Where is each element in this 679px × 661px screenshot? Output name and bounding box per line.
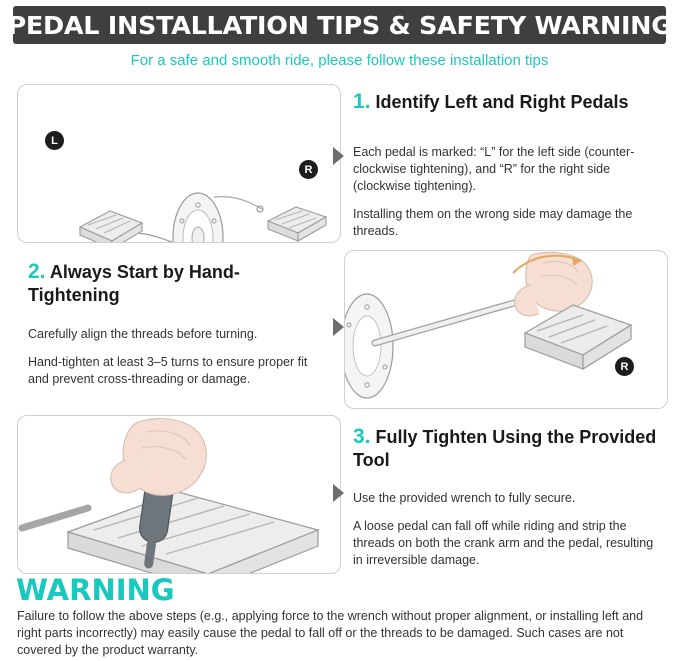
step2-paragraph-2: Hand-tighten at least 3–5 turns to ensure proper fit and prevent cross-threading or damage. (28, 355, 308, 386)
step1-number: 1. (353, 90, 371, 113)
step3-illustration (18, 416, 340, 573)
warning-title: WARNING (16, 573, 175, 607)
step2-heading (28, 260, 328, 307)
step2-illustration-panel (344, 250, 668, 409)
step3-paragraph-2: A loose pedal can fall off while riding and strip the threads on both the crank arm and the pedal, resulting in irreversible damage. (353, 519, 654, 567)
step2-title: Always Start by Hand-Tightening (28, 262, 240, 305)
warning-text: Failure to follow the above steps (e.g., applying force to the wrench without proper alignment, or installing left and right parts incorrectly) may easily cause the pedal to fall off or the threads to be damaged. Such cases are not covered by the product warranty. (17, 609, 644, 657)
step1-paragraph-2: Installing them on the wrong side may damage the threads. (353, 207, 633, 238)
step2-paragraph-1: Carefully align the threads before turning. (28, 327, 258, 341)
page-title: PEDAL INSTALLATION TIPS & SAFETY WARNING (7, 10, 672, 40)
step1-title: Identify Left and Right Pedals (375, 92, 629, 112)
subtitle: For a safe and smooth ride, please follow these installation tips (130, 52, 549, 69)
step3-number: 3. (353, 425, 371, 448)
step2-body (28, 326, 324, 399)
step3-paragraph-1: Use the provided wrench to fully secure. (353, 491, 576, 505)
step3-title: Fully Tighten Using the Provided Tool (353, 427, 657, 470)
header-bar (7, 6, 672, 44)
step1-arrow-icon (333, 147, 344, 165)
step2-illustration (345, 251, 667, 408)
step1-heading (353, 90, 658, 114)
step3-illustration-panel (17, 415, 341, 574)
step3-arrow-icon (333, 484, 344, 502)
step3-body (353, 490, 659, 580)
step1-paragraph-1: Each pedal is marked: “L” for the left side (counter-clockwise tightening), and “R” for the right side (clockwise tightening). (353, 145, 635, 193)
step2-number: 2. (28, 260, 46, 283)
right-pedal-badge-step2: R (615, 357, 634, 376)
step1-illustration (18, 85, 340, 242)
left-pedal-badge: L (45, 131, 64, 150)
step3-heading (353, 425, 658, 472)
step1-body (353, 144, 661, 251)
step2-arrow-icon (333, 318, 344, 336)
right-pedal-badge: R (299, 160, 318, 179)
step1-illustration-panel (17, 84, 341, 243)
